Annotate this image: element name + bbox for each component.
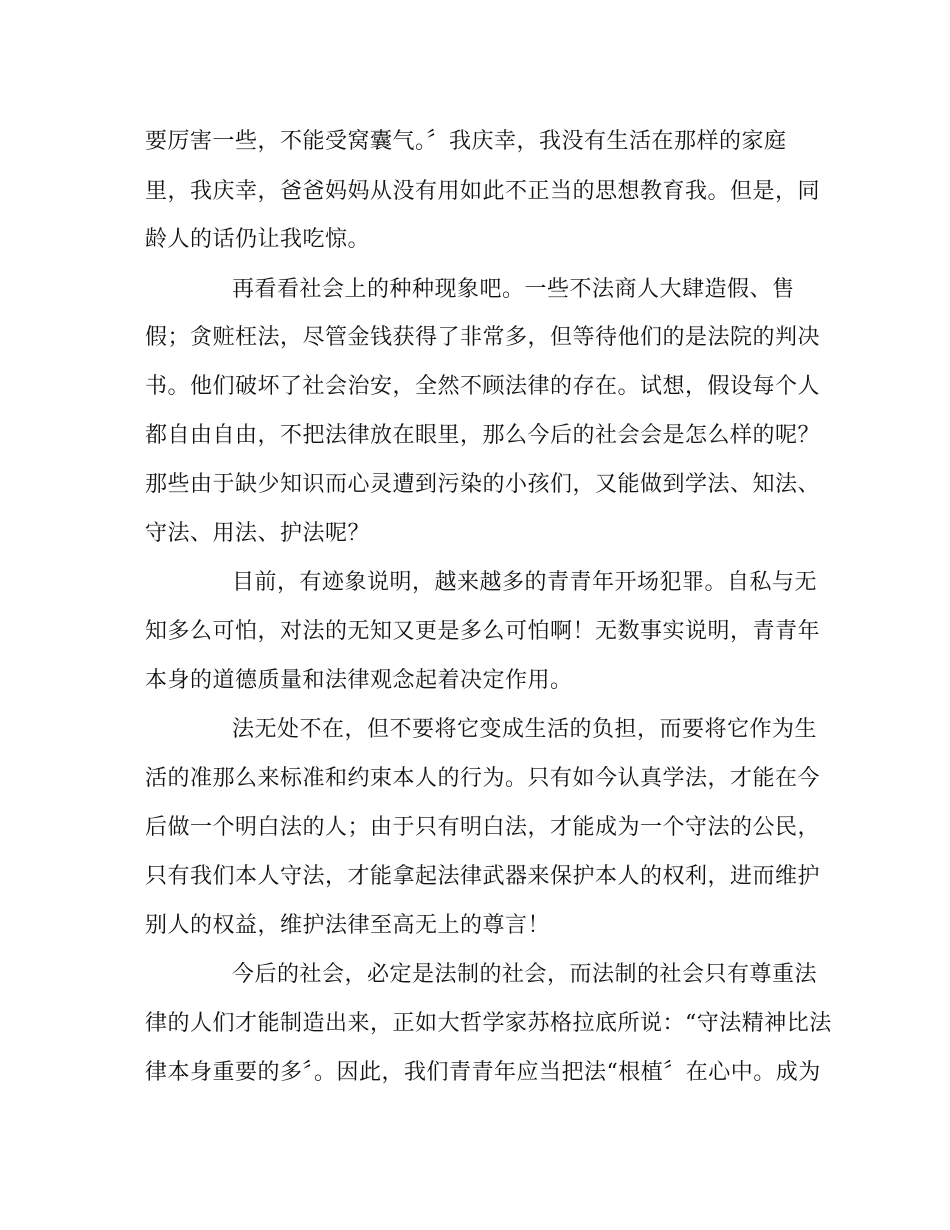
text-line: 知多么可怕，对法的无知又更是多么可怕啊！无数事实说明，青青年	[145, 619, 821, 644]
text-line: 活的准那么来标准和约束本人的行为。只有如今认真学法，才能在今	[145, 766, 821, 791]
text-line: 龄人的话仍让我吃惊。	[145, 227, 371, 252]
paragraph-start-line: 今后的社会，必定是法制的社会，而法制的社会只有尊重法	[232, 962, 818, 987]
text-line: 都自由自由，不把法律放在眼里，那么今后的社会会是怎么样的呢？	[145, 423, 821, 448]
text-line: 律本身重要的多〞。因此，我们青青年应当把法“根植〞在心中。成为	[145, 1060, 821, 1085]
text-line: 那些由于缺少知识而心灵遭到污染的小孩们，又能做到学法、知法、	[145, 472, 821, 497]
text-line: 后做一个明白法的人；由于只有明白法，才能成为一个守法的公民，	[145, 815, 821, 840]
text-line: 别人的权益，维护法律至高无上的尊言！	[145, 913, 551, 938]
text-line: 本身的道德质量和法律观念起着决定作用。	[145, 668, 573, 693]
paragraph-start-line: 目前，有迹象说明，越来越多的青青年开场犯罪。自私与无	[232, 570, 818, 595]
text-line: 里，我庆幸，爸爸妈妈从没有用如此不正当的思想教育我。但是，同	[145, 179, 821, 204]
paragraph-start-line: 再看看社会上的种种现象吧。一些不法商人大肆造假、售	[232, 277, 795, 302]
text-line: 守法、用法、护法呢？	[145, 521, 371, 546]
text-line: 要厉害一些，不能受窝囊气。〞我庆幸，我没有生活在那样的家庭	[145, 129, 787, 154]
text-line: 假；贪赃枉法，尽管金钱获得了非常多，但等待他们的是法院的判决	[145, 325, 821, 350]
text-line: 书。他们破坏了社会治安，全然不顾法律的存在。试想，假设每个人	[145, 374, 821, 399]
paragraph-start-line: 法无处不在，但不要将它变成生活的负担，而要将它作为生	[232, 717, 818, 742]
text-line: 只有我们本人守法，才能拿起法律武器来保护本人的权利，进而维护	[145, 864, 821, 889]
text-line: 律的人们才能制造出来，正如大哲学家苏格拉底所说：“守法精神比法	[145, 1011, 832, 1036]
